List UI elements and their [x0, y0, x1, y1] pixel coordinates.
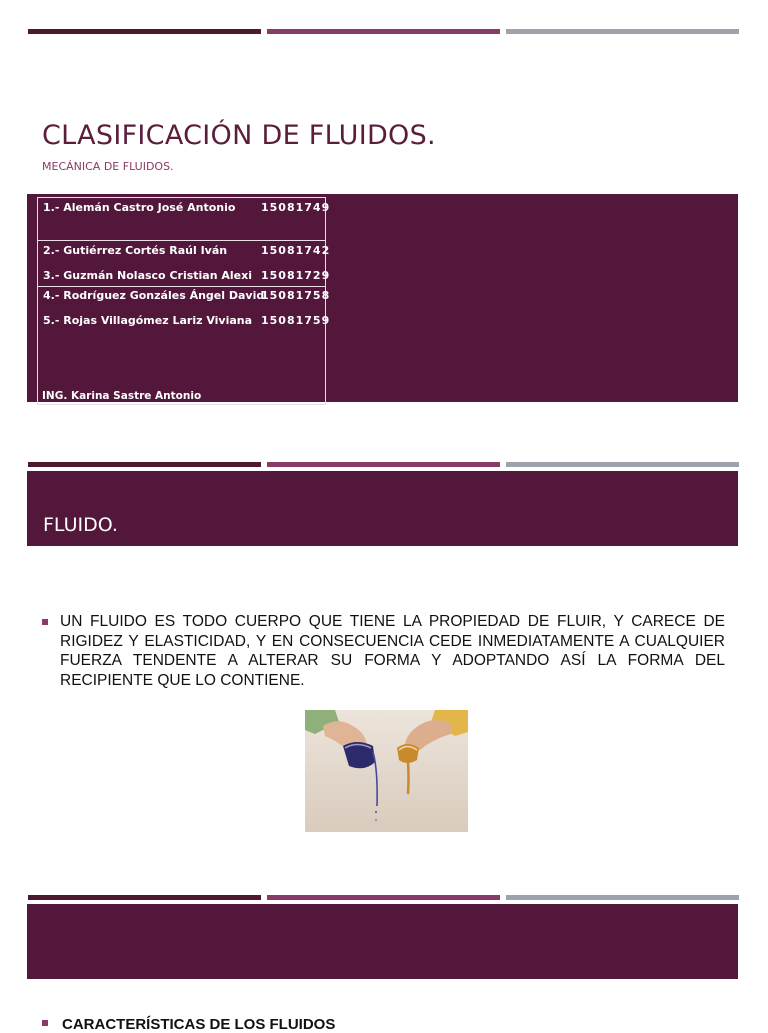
member-id: 15081749 — [261, 201, 331, 214]
pouring-liquids-image — [305, 710, 468, 832]
header-stripe-gray — [506, 29, 739, 34]
characteristics-bullet: CARACTERÍSTICAS DE LOS FLUIDOS — [62, 1016, 336, 1033]
header-stripe-dark — [28, 29, 261, 34]
header-stripe-dark — [28, 895, 261, 900]
divider — [38, 240, 325, 241]
member-name: 3.- Guzmán Nolasco Cristian Alexi — [43, 269, 252, 282]
definition-paragraph: UN FLUIDO ES TODO CUERPO QUE TIENE LA PROPIEDAD DE FLUIR, Y CARECE DE RIGIDEZ Y ELASTICIDAD, Y EN CONSECUENCIA CEDE INMEDIATAMENTE A CUALQUIER FUERZA TENDENTE A ALTERAR SU FORMA Y ADOPTANDO ASÍ LA FORMA DEL RECIPIENTE QUE LO CONTIENE. — [60, 613, 725, 689]
team-member — [43, 201, 331, 214]
divider — [38, 286, 325, 287]
team-members-box — [37, 197, 331, 405]
member-name: 2.- Gutiérrez Cortés Raúl Iván — [43, 244, 228, 257]
teacher-name: ING. Karina Sastre Antonio — [42, 390, 202, 402]
team-member — [43, 244, 331, 257]
header-stripe-magenta — [267, 462, 500, 467]
header-stripe-magenta — [267, 29, 500, 34]
member-name: 5.- Rojas Villagómez Lariz Viviana — [43, 314, 253, 327]
header-stripe-gray — [506, 895, 739, 900]
bullet-marker — [42, 619, 48, 625]
member-id: 15081729 — [261, 269, 331, 282]
section-title: FLUIDO. — [43, 514, 118, 536]
pouring-liquids-illustration — [305, 710, 468, 832]
section-title-band — [27, 471, 738, 546]
team-member — [43, 314, 331, 327]
member-id: 15081759 — [261, 314, 331, 327]
header-stripe-gray — [506, 462, 739, 467]
slide-subtitle: MECÁNICA DE FLUIDOS. — [42, 160, 174, 173]
team-member — [43, 289, 331, 302]
header-stripe-dark — [28, 462, 261, 467]
bullet-marker — [42, 1020, 48, 1026]
header-stripe-magenta — [267, 895, 500, 900]
member-name: 4.- Rodríguez Gonzáles Ángel David — [43, 289, 265, 302]
team-member — [43, 269, 331, 282]
member-id: 15081758 — [261, 289, 331, 302]
section-title-band — [27, 904, 738, 979]
member-id: 15081742 — [261, 244, 331, 257]
slide-title: CLASIFICACIÓN DE FLUIDOS. — [42, 120, 436, 151]
member-name: 1.- Alemán Castro José Antonio — [43, 201, 236, 214]
